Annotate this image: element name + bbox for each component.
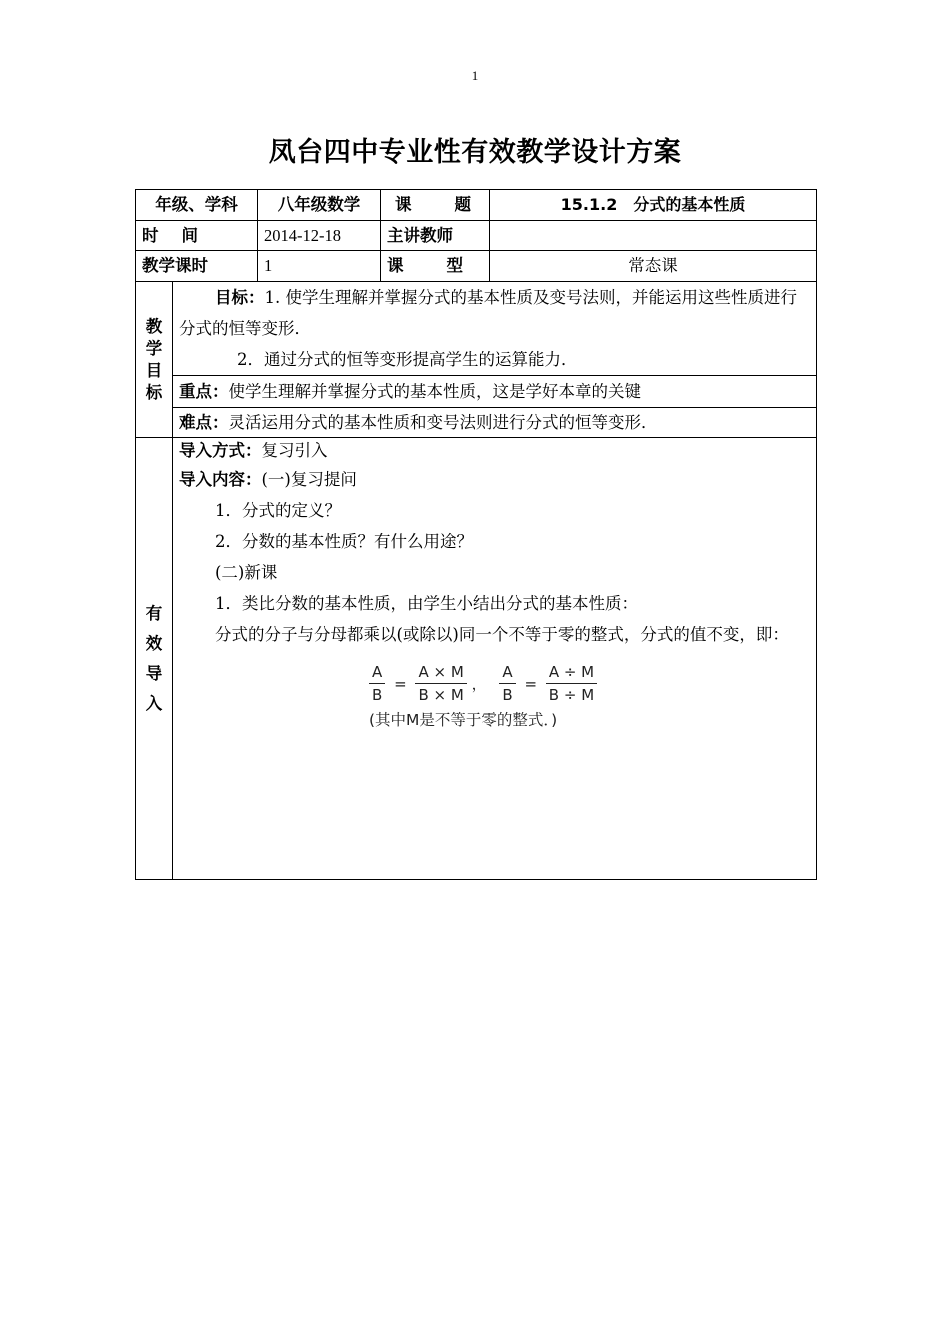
grade-subject-label: 年级、学科 xyxy=(136,190,258,221)
objectives-side-char: 标 xyxy=(145,382,163,402)
objectives-side-char: 目 xyxy=(145,360,163,380)
teacher-value xyxy=(490,221,817,251)
teacher-label: 主讲教师 xyxy=(381,221,490,251)
fraction-multiply xyxy=(415,662,466,705)
key-point-cell xyxy=(173,376,817,408)
objectives-side-char: 教 xyxy=(145,316,163,336)
objectives-cell xyxy=(173,282,817,376)
intro-side-char: 有 xyxy=(145,603,163,623)
difficulty-label: 难点： xyxy=(179,412,229,432)
goal-label: 目标： xyxy=(215,288,265,307)
denominator: B ÷ M xyxy=(548,686,595,704)
goal-text-1: 1. 使学生理解并掌握分式的基本性质及变号法则，并能运用这些性质进行分式的恒等变形． xyxy=(179,288,797,338)
topic-label: 课 题 xyxy=(381,190,490,221)
intro-side-char: 入 xyxy=(145,693,163,713)
method-label: 导入方式： xyxy=(179,441,262,460)
question-2: 2．分数的基本性质？有什么用途？ xyxy=(215,532,473,551)
type-label: 课 型 xyxy=(381,251,490,282)
document-title: 凤台四中专业性有效教学设计方案 xyxy=(268,137,682,168)
topic-value: 15.1.2 分式的基本性质 xyxy=(490,190,817,221)
section-new-lesson: (二)新课 xyxy=(215,563,278,582)
equals-sign: = xyxy=(524,674,538,693)
formula-note: (其中M是不等于零的整式．) xyxy=(369,711,558,729)
intro-cell xyxy=(173,438,817,880)
method-text: 复习引入 xyxy=(261,441,328,460)
objectives-side-char: 学 xyxy=(145,338,163,358)
goal-text-2: 2．通过分式的恒等变形提高学生的运算能力． xyxy=(237,350,578,369)
denominator: B xyxy=(372,686,383,704)
difficulty-text: 灵活运用分式的基本性质和变号法则进行分式的恒等变形． xyxy=(228,412,658,432)
key-text: 使学生理解并掌握分式的基本性质，这是学好本章的关键 xyxy=(228,381,641,401)
numerator: A ÷ M xyxy=(546,662,597,684)
intro-side-label xyxy=(136,438,173,880)
denominator: B xyxy=(502,686,513,704)
content-text: (一)复习提问 xyxy=(261,470,357,489)
intro-side-char: 效 xyxy=(145,633,163,653)
numerator: A xyxy=(369,662,385,684)
paragraph-property: 分式的分子与分母都乘以(或除以)同一个不等于零的整式，分式的值不变，即： xyxy=(215,625,789,644)
paragraph-analogy: 1．类比分数的基本性质，由学生小结出分式的基本性质： xyxy=(215,594,638,613)
type-value: 常态课 xyxy=(490,251,817,282)
difficulty-cell xyxy=(173,408,817,438)
time-label: 时 间 xyxy=(136,221,258,251)
hours-value: 1 xyxy=(258,251,381,282)
grade-subject-value: 八年级数学 xyxy=(258,190,381,221)
numerator: A xyxy=(499,662,515,684)
numerator: A × M xyxy=(415,662,466,684)
fraction-a-over-b xyxy=(499,662,515,705)
lesson-plan-table xyxy=(135,189,817,880)
hours-label: 教学课时 xyxy=(136,251,258,282)
comma: ， xyxy=(471,674,487,693)
objectives-side-label xyxy=(136,282,173,438)
time-value: 2014-12-18 xyxy=(258,221,381,251)
question-1: 1．分式的定义？ xyxy=(215,501,341,520)
fraction-a-over-b xyxy=(369,662,385,705)
content-label: 导入内容： xyxy=(179,470,262,489)
fraction-formula xyxy=(369,662,810,731)
equals-sign: = xyxy=(394,674,407,693)
page-number: 1 xyxy=(471,68,479,83)
denominator: B × M xyxy=(418,686,464,704)
fraction-divide xyxy=(546,662,597,705)
key-label: 重点： xyxy=(179,381,229,401)
intro-side-char: 导 xyxy=(145,663,163,683)
